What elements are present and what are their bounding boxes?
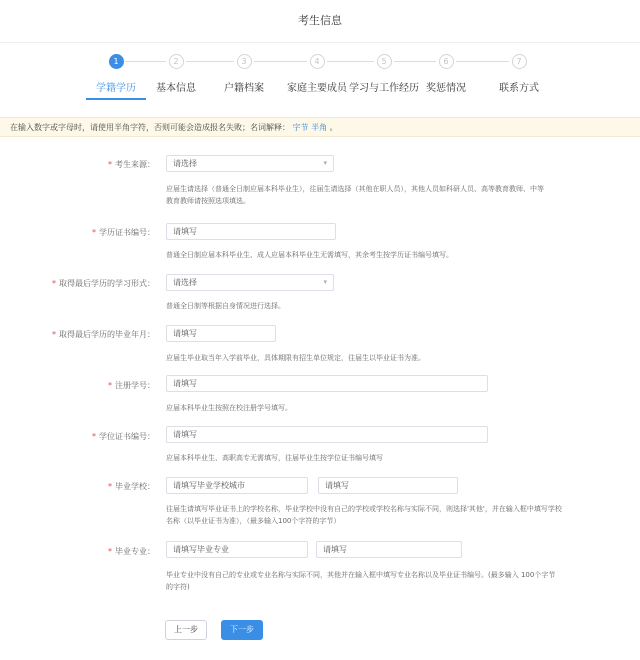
required-mark: *: [52, 279, 56, 288]
notice-link-byte[interactable]: 字节: [292, 123, 309, 132]
step-label: 户籍档案: [224, 83, 264, 94]
reg-no-input[interactable]: 请填写: [166, 375, 488, 392]
degree-no-hint: 应届本科毕业生、高职高专无需填写，往届毕业生按学位证书编号填写: [166, 454, 383, 462]
major-label: * 毕业专业：: [108, 547, 155, 556]
stepper: [0, 52, 640, 102]
major-input[interactable]: 请填写毕业专业: [166, 541, 308, 558]
required-mark: *: [92, 228, 96, 237]
step-label: 奖惩情况: [426, 83, 466, 94]
major-extra-input[interactable]: 请填写: [316, 541, 462, 558]
active-step-underline: [86, 98, 146, 100]
step-number: 1: [109, 54, 124, 69]
grad-date-input[interactable]: 请填写: [166, 325, 276, 342]
source-hint: 应届生请选择（普通全日制应届本科毕业生），往届生请选择（其他在职人员），其他人员如科研人员、高等教育教师、中等 教育教师请按照选项填选。: [166, 185, 544, 205]
study-form-hint: 普通全日制等根据自身情况进行选择。: [166, 302, 285, 310]
source-label: * 考生来源：: [108, 160, 155, 169]
step-number: 6: [439, 54, 454, 69]
title-divider: [0, 42, 640, 43]
cert-no-label: * 学历证书编号：: [92, 228, 155, 237]
step-3[interactable]: [209, 52, 279, 94]
degree-no-label: * 学位证书编号：: [92, 432, 155, 441]
required-mark: *: [108, 381, 112, 390]
required-mark: *: [52, 330, 56, 339]
grad-date-label: * 取得最后学历的毕业年月：: [52, 330, 155, 339]
required-mark: *: [108, 482, 112, 491]
step-label: 学习与工作经历: [349, 83, 419, 94]
major-hint: 毕业专业中没有自己的专业或专业名称与实际不同，其他并在输入框中填写专业名称以及毕业证书编号。(最多输入 100个字节 的字符): [166, 571, 556, 591]
chevron-down-icon: ▾: [323, 278, 327, 286]
notice-link-halfwidth[interactable]: 半角: [311, 123, 328, 132]
school-label: * 毕业学校：: [108, 482, 155, 491]
step-4[interactable]: [282, 52, 352, 94]
step-2[interactable]: [141, 52, 211, 94]
degree-no-input[interactable]: 请填写: [166, 426, 488, 443]
next-button[interactable]: 下一步: [221, 620, 263, 640]
step-number: 5: [377, 54, 392, 69]
school-city-input[interactable]: 请填写毕业学校城市: [166, 477, 308, 494]
step-6[interactable]: [411, 52, 481, 94]
chevron-down-icon: ▾: [323, 159, 327, 167]
reg-no-hint: 应届本科毕业生按照在校注册学号填写。: [166, 404, 292, 412]
step-label: 家庭主要成员: [287, 83, 347, 94]
step-number: 4: [310, 54, 325, 69]
school-name-input[interactable]: 请填写: [318, 477, 458, 494]
required-mark: *: [92, 432, 96, 441]
page-title: 考生信息: [298, 14, 342, 27]
step-label: 基本信息: [156, 83, 196, 94]
source-select[interactable]: 请选择 ▾: [166, 155, 334, 172]
step-label: 联系方式: [499, 83, 539, 94]
step-7[interactable]: [484, 52, 554, 94]
step-number: 2: [169, 54, 184, 69]
cert-no-input[interactable]: 请填写: [166, 223, 336, 240]
study-form-label: * 取得最后学历的学习形式：: [52, 279, 155, 288]
step-number: 3: [237, 54, 252, 69]
prev-button[interactable]: 上一步: [165, 620, 207, 640]
required-mark: *: [108, 547, 112, 556]
reg-no-label: * 注册学号：: [108, 381, 155, 390]
step-number: 7: [512, 54, 527, 69]
step-5[interactable]: [349, 52, 419, 94]
study-form-select[interactable]: 请选择 ▾: [166, 274, 334, 291]
required-mark: *: [108, 160, 112, 169]
step-label: 学籍学历: [96, 83, 136, 94]
cert-no-hint: 普通全日制应届本科毕业生、成人应届本科毕业生无需填写，其余考生按学历证书编号填写。: [166, 251, 453, 259]
school-hint: 往届生请填写毕业证书上的学校名称，毕业学校中没有自己的学校或学校名称与实际不同，则选择'其他'，并在输入框中填写学校 名称（以毕业证书为准），（最多输入100个字符的字节）: [166, 505, 562, 525]
notice-end: 。: [329, 123, 338, 132]
notice-text: 在输入数字或字母时，请使用半角字符，否则可能会造成报名失败；名词解释：: [10, 123, 290, 132]
grad-date-hint: 应届生毕业取当年入学前毕业，具体期限有招生单位规定，往届生以毕业证书为准。: [166, 354, 425, 362]
notice-bar: [0, 117, 640, 137]
